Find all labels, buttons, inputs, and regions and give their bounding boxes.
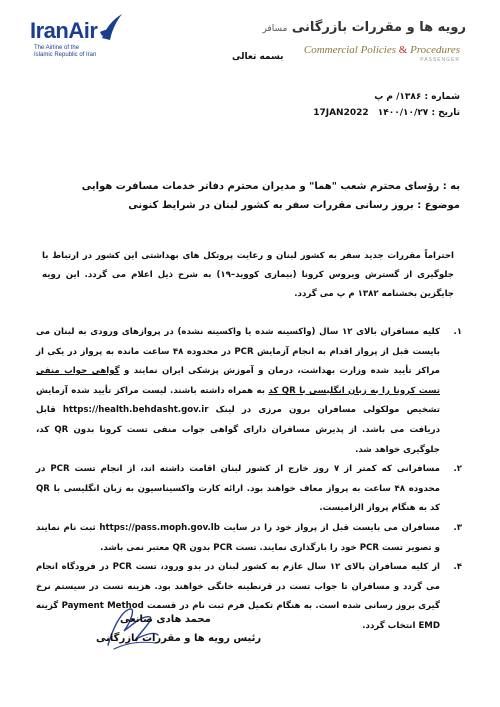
subject-line: موضوع : بروز رسانی مقررات سفر به کشور لبنان در شرایط کنونی [128,200,460,211]
item-number: ۳. [453,522,462,533]
item-text-continued: به همراه داشته باشند. لیست مراکز تأیید شده آزمایش تشخیص مولکولی مسافران برون مرزی در لینک https://health.behdasht.gov.ir قابل دریافت می باشد. از پذیرش مسافران دارای گواهی جواب منفی تست کرونا بدون QR کد، جلوگیری خواهد شد. [36,385,440,455]
item-text: مسافران می بایست قبل از پرواز خود را در سایت https://pass.moph.gov.lb ثبت نام نمایند و تصویر تست PCR خود را بارگذاری نمایند. تست PCR بدون QR معتبر نمی باشد. [36,522,440,553]
regulation-list [36,323,462,637]
department-title-main: رویه ها و مقررات بازرگانی [291,20,466,35]
item-text: از کلیه مسافران بالای ۱۲ سال عازم به کشور لبنان در بدو ورود، تست PCR در فرودگاه انجام می گردد و مسافران تا جواب تست در قرنطینه خانگی خواهند بود. هزینه تست در سیستم نرخ گیری بروز رسانی شده است. به هنگام تکمیل فرم ثبت نام در قسمت Payment Method گزینه EMD انتخاب گردد. [36,562,440,631]
item-underlined-text: گواهی جواب منفی تست کرونا را به زبان انگلیسی با QR کد [36,366,440,396]
department-en-part-2: Procedures [410,44,460,56]
intro-paragraph: احتراماً مقررات جدید سفر به کشور لبنان و رعایت پروتکل های بهداشتی این کشور در ارتباط با جلوگیری از گسترش ویروس کرونا (بیماری کووید–۱۹) به شرح ذیل اعلام می گردد. این رویه جایگزین بخشنامه ۱۳۸۲ م پ می گردد. [42,251,454,299]
bismillah-heading: بسمه تعالی [232,52,284,62]
list-item [36,519,462,558]
department-tag: PASSENGER [420,57,460,63]
department-en-amp: & [398,44,408,56]
item-text: کلیه مسافران بالای ۱۲ سال (واکسینه شده یا واکسینه نشده) در پروازهای ورودی به لبنان می بایست قبل از پرواز اقدام به انجام آزمایش PCR در محدوده ۴۸ ساعت مانده به پرواز در یکی از مراکز تأیید شده وزارت بهداشت، درمان و آموزش پزشکی ایران نمایند و [36,327,440,377]
iranair-logo-text: IranAir [30,18,98,43]
iranair-tagline [34,45,96,59]
department-title-en [304,44,460,56]
iranair-logo-icon [98,12,124,42]
item-number: ۱. [453,327,462,337]
list-item [36,460,462,519]
department-title-small: مسافر [262,24,288,34]
department-en-part-1: Commercial Policies [303,44,397,56]
item-number: ۴. [453,562,462,573]
tagline-line-2: Islamic Republic of Iran [34,52,97,58]
letter-number: شماره : ۱۳۸۶/ م پ [374,92,460,102]
handwritten-signature [100,605,162,653]
tagline-line-1: The Airline of the [34,45,80,51]
item-text: مسافرانی که کمتر از ۷ روز خارج از کشور لبنان اقامت داشته اند، از انجام تست PCR در محدوده ۴۸ ساعت به پرواز معاف خواهند بود. ارائه کارت واکسیناسیون به زبان انگلیسی با QR کد به هنگام پرواز الزامیست. [36,464,440,514]
letter-date [313,108,460,118]
item-number: ۲. [453,464,462,475]
signatory-title: رئیس رویه ها و مقررات بازرگانی [96,633,262,644]
list-item [36,323,462,460]
recipient-line: به : رؤسای محترم شعب "هما" و مدیران محترم دفاتر خدمات مسافرت هوایی [81,181,460,192]
signatory-name: محمد هادی صانعی [120,614,211,625]
date-en: 17JAN2022 [313,108,369,118]
date-fa: ۱۴۰۰/۱۰/۲۷ [377,108,429,118]
date-label: تاریخ : [431,108,460,118]
department-title [262,20,466,35]
